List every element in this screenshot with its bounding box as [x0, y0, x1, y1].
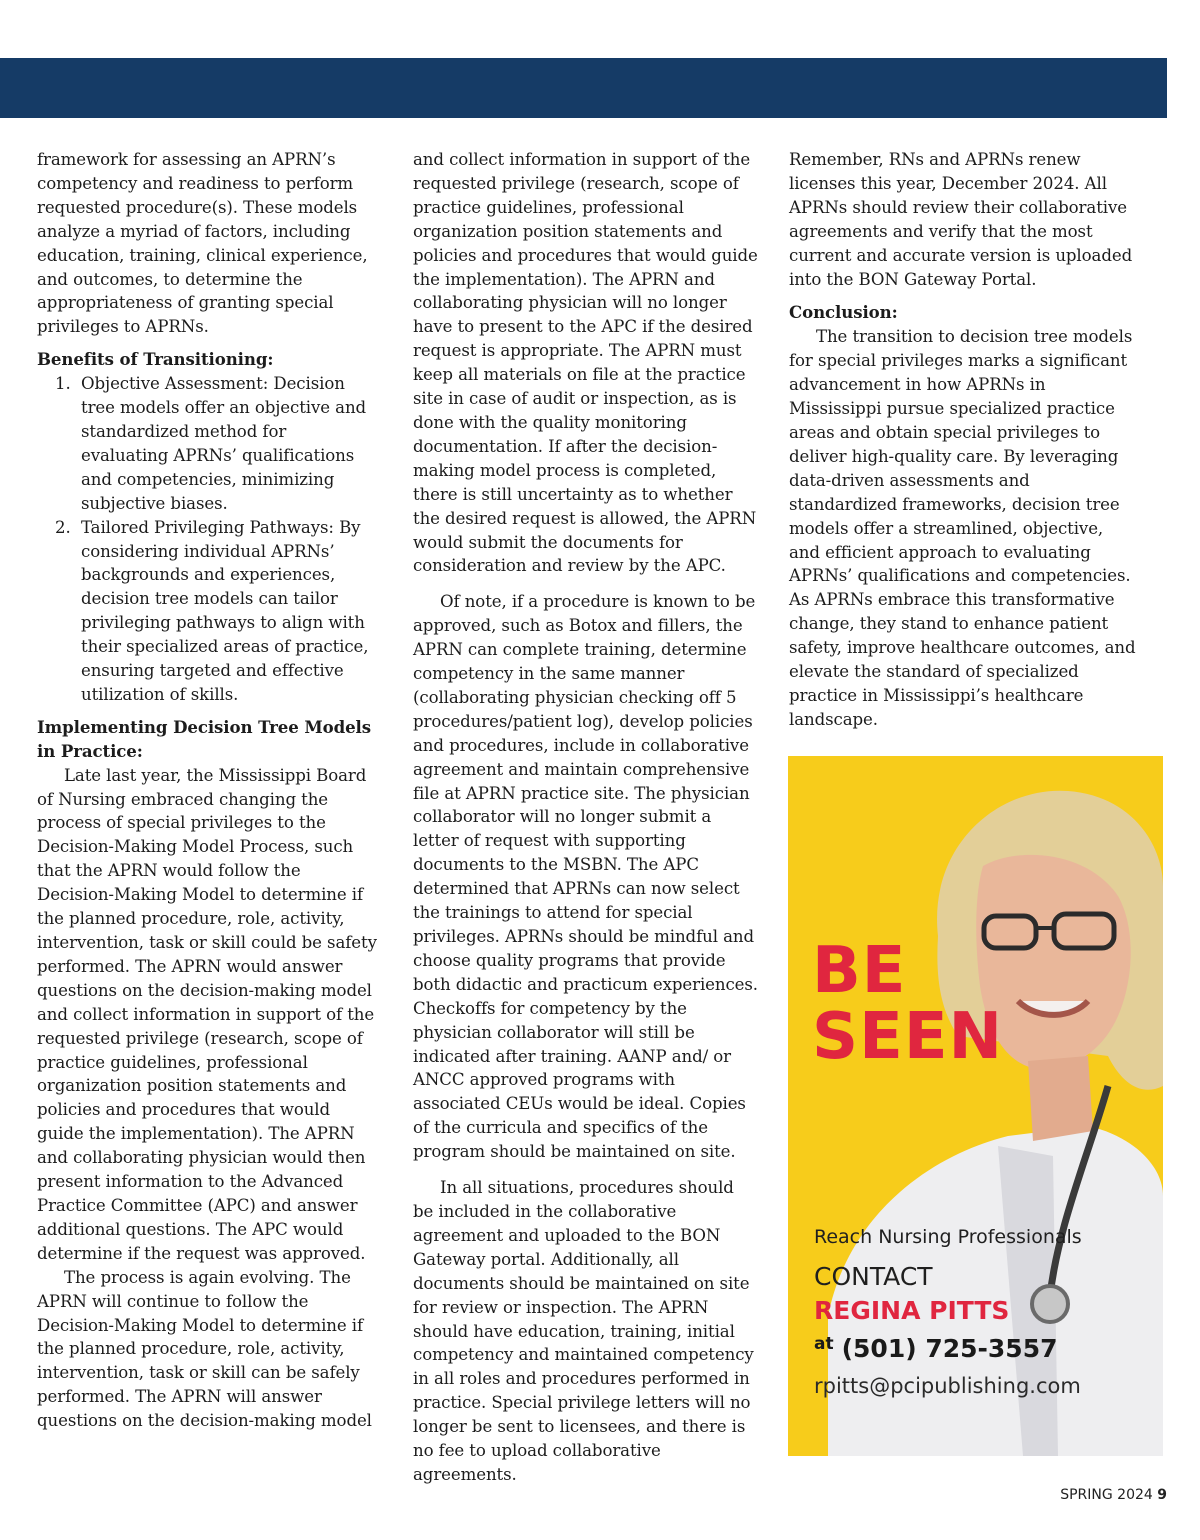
ad-headline-line: SEEN	[812, 1000, 1004, 1074]
ad-headline-line: BE	[812, 934, 907, 1008]
ad-phone-number[interactable]: (501) 725-3557	[841, 1334, 1058, 1363]
heading-benefits: Benefits of Transitioning:	[37, 349, 274, 370]
ad-at-label: at	[814, 1334, 834, 1354]
paragraph: In all situations, procedures should be included in the collaborative agreement and uploaded to the BON Gateway portal. Additionally, all documents should be maintained on site for review or inspection. The APRN should have education, training, initial competency and maintained competency in all roles and procedures performed in practice. Special privilege letters will no longer be sent to licensees, and there is no fee to upload collaborative agreements.	[413, 1178, 754, 1484]
ad-headline	[812, 934, 1004, 1074]
paragraph: framework for assessing an APRN’s competency and readiness to perform requested procedure(s). These models analyze a myriad of factors, including education, training, clinical experience, and outcomes, to determine the appropriateness of granting special privileges to APRNs.	[37, 150, 368, 337]
benefits-list	[37, 372, 377, 707]
page-footer	[1060, 1487, 1167, 1503]
list-item-text: Tailored Privileging Pathways: By considering individual APRNs’ backgrounds and experiences, decision tree models can tailor privileging pathways to align with their specialized areas of practice, ensuring targeted and effective utilization of skills.	[81, 517, 369, 704]
paragraph: The process is again evolving. The APRN will continue to follow the Decision-Making Model to determine if the planned procedure, role, activity, intervention, task or skill can be safely performed. The APRN will answer questions on the decision-making model	[37, 1267, 372, 1431]
ad-email-link[interactable]: rpitts@pcipublishing.com	[814, 1374, 1081, 1398]
heading-conclusion: Conclusion:	[789, 302, 898, 323]
paragraph: and collect information in support of the requested privilege (research, scope of practice guidelines, professional organization position statements and policies and procedures that would guide the implementation). The APRN and collaborating physician will no longer have to present to the APC if the desired request is appropriate. The APRN must keep all materials on file at the practice site in case of audit or inspection, as is done with the quality monitoring documentation. If after the decision-making model process is completed, there is still uncertainty as to whether the desired request is allowed, the APRN would submit the documents for consideration and review by the APC.	[413, 150, 758, 576]
ad-contact-label: CONTACT	[814, 1262, 933, 1291]
ad-phone[interactable]	[814, 1334, 1058, 1363]
ad-reach-text: Reach Nursing Professionals	[814, 1226, 1082, 1248]
header-band	[0, 58, 1167, 118]
paragraph: Remember, RNs and APRNs renew licenses this year, December 2024. All APRNs should review their collaborative agreements and verify that the most current and accurate version is uploaded into the BON Gateway Portal.	[789, 150, 1133, 289]
ad-contact-name: REGINA PITTS	[814, 1296, 1010, 1325]
footer-season: SPRING 2024	[1060, 1487, 1153, 1503]
column-1	[37, 148, 377, 1433]
column-2	[413, 148, 758, 1487]
advertisement[interactable]	[788, 756, 1163, 1456]
paragraph: Of note, if a procedure is known to be approved, such as Botox and fillers, the APRN can complete training, determine competency in the same manner (collaborating physician checking off 5 procedures/patient log), develop policies and procedures, include in collaborative agreement and maintain comprehensive file at APRN practice site. The physician collaborator will no longer submit a letter of request with supporting documents to the MSBN. The APC determined that APRNs can now select the trainings to attend for special privileges. APRNs should be mindful and choose quality programs that provide both didactic and practicum experiences. Checkoffs for competency by the physician collaborator will still be indicated after training. AANP and/ or ANCC approved programs with associated CEUs would be ideal. Copies of the curricula and specifics of the program should be maintained on site.	[413, 592, 758, 1162]
list-item	[37, 516, 377, 707]
list-item	[37, 372, 377, 515]
paragraph: The transition to decision tree models for special privileges marks a significant advancement in how APRNs in Mississippi pursue specialized practice areas and obtain special privileges to deliver high-quality care. By leveraging data-driven assessments and standardized frameworks, decision tree models offer a streamlined, objective, and efficient approach to evaluating APRNs’ qualifications and competencies. As APRNs embrace this transformative change, they stand to enhance patient safety, improve healthcare outcomes, and elevate the standard of specialized practice in Mississippi’s healthcare landscape.	[789, 327, 1136, 729]
column-3	[789, 148, 1139, 732]
list-number: 2.	[55, 517, 71, 537]
list-item-text: Objective Assessment: Decision tree models offer an objective and standardized method for evaluating APRNs’ qualifications and competencies, minimizing subjective biases.	[81, 374, 367, 513]
list-number: 1.	[55, 374, 71, 394]
paragraph: Late last year, the Mississippi Board of Nursing embraced changing the process of special privileges to the Decision-Making Model Process, such that the APRN would follow the Decision-Making Model to determine if the planned procedure, role, activity, intervention, task or skill could be safety performed. The APRN would answer questions on the decision-making model and collect information in support of the requested privilege (research, scope of practice guidelines, professional organization position statements and policies and procedures that would guide the implementation). The APRN and collaborating physician would then present information to the Advanced Practice Committee (APC) and answer additional questions. The APC would determine if the request was approved.	[37, 765, 377, 1263]
page-number: 9	[1157, 1487, 1167, 1503]
heading-implementing: Implementing Decision Tree Models in Practice:	[37, 716, 372, 761]
